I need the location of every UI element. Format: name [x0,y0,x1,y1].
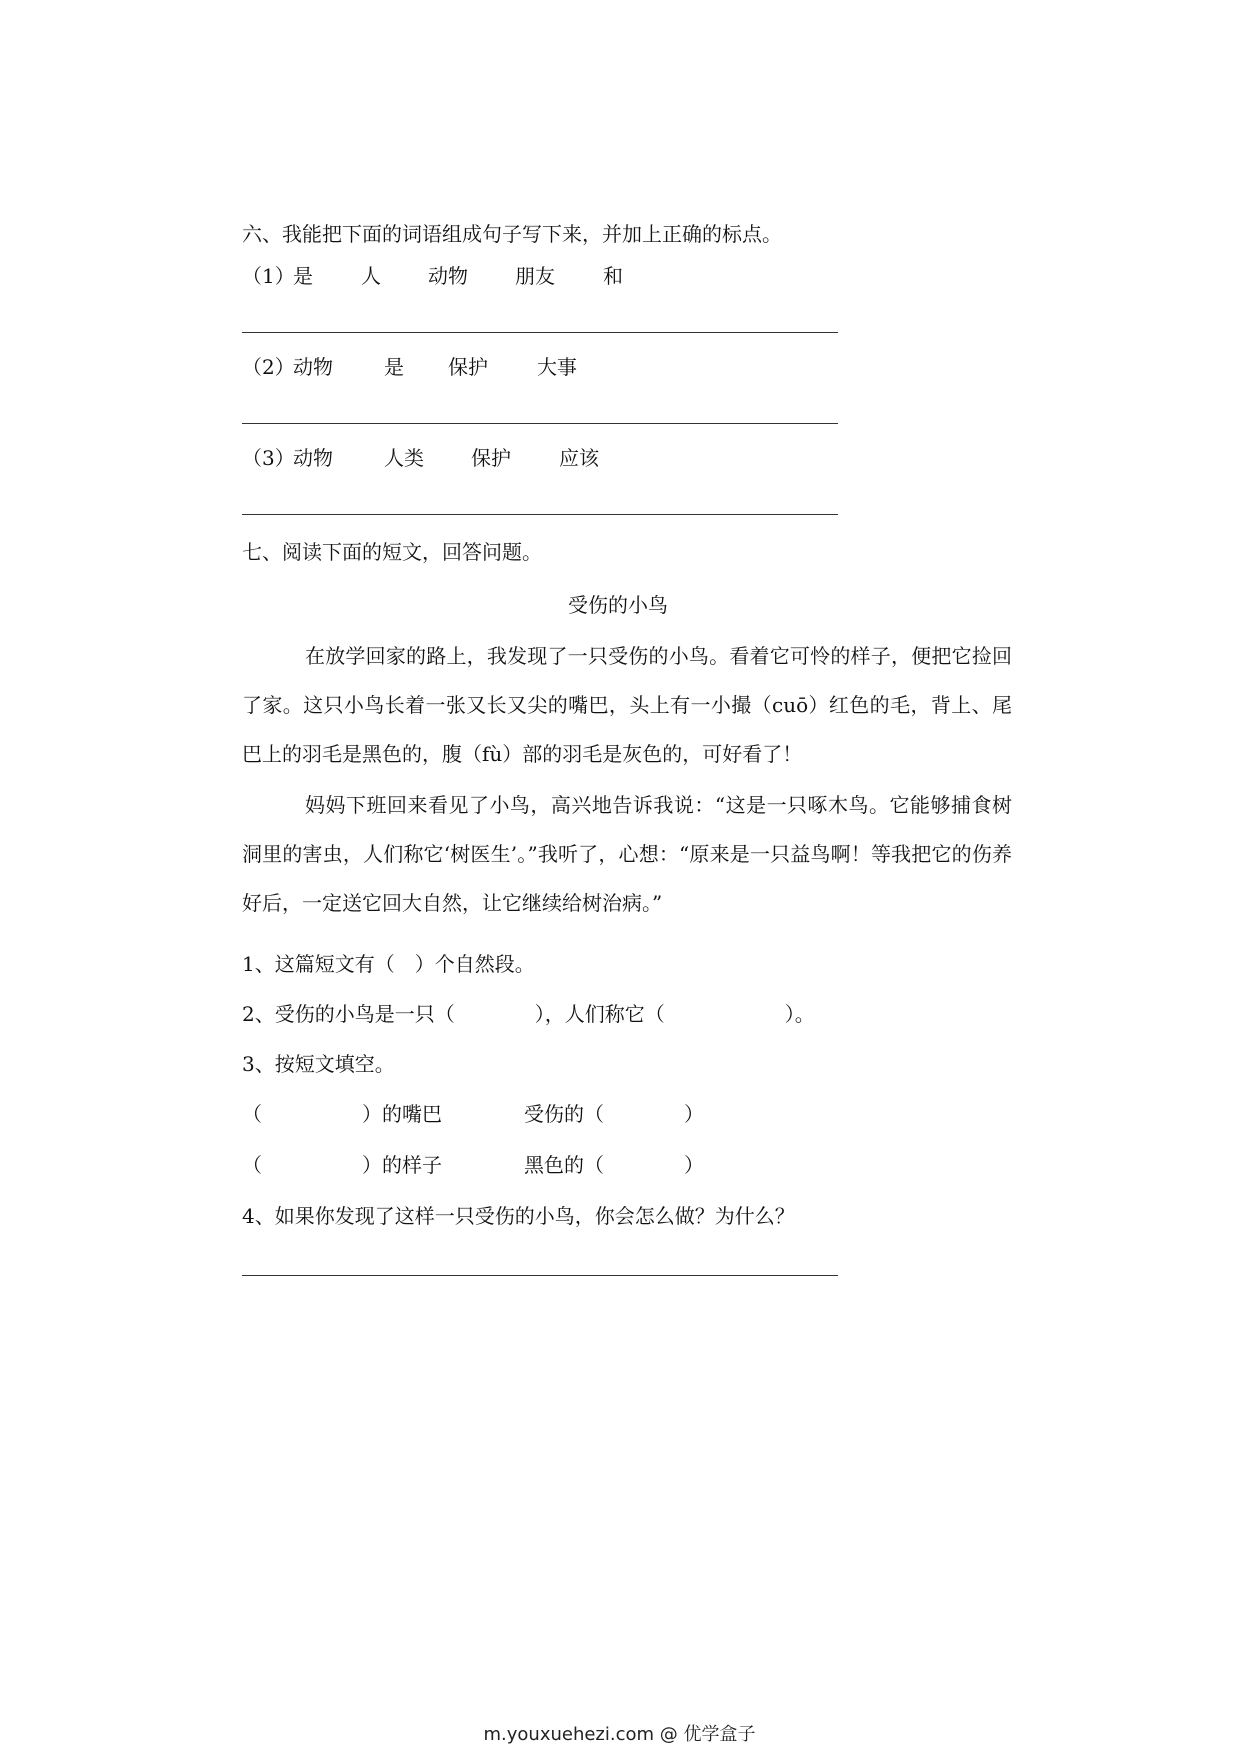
item-1-word: 是 [293,264,313,288]
fill-blank: （ ）的样子 [242,1153,442,1177]
item-3-word: 应该 [559,446,599,470]
item-1-number: （1） [242,264,295,288]
answer-line[interactable] [242,514,838,515]
item-1-word: 人 [361,264,381,288]
item-2-word: 是 [384,355,404,379]
item-2-word: 大事 [537,355,577,379]
item-2-word: 动物 [293,355,333,379]
passage-paragraph: 在放学回家的路上，我发现了一只受伤的小鸟。看着它可怜的样子，便把它捡回了家。这只小鸟长着一张又长又尖的嘴巴，头上有一小撮（cuō）红色的毛，背上、尾巴上的羽毛是黑色的，腹（fù）部的羽毛是灰色的，可好看了！ [242,644,1012,766]
question-2: 2、受伤的小鸟是一只（ ），人们称它（ ）。 [242,1002,815,1026]
item-1-word: 朋友 [515,264,555,288]
fill-blank: 黑色的（ ） [524,1153,704,1177]
section-7-heading: 七、阅读下面的短文，回答问题。 [242,540,542,564]
passage-title: 受伤的小鸟 [568,593,668,617]
item-2-word: 保护 [448,355,488,379]
item-1-word: 动物 [428,264,468,288]
item-1-word: 和 [603,264,623,288]
fill-blank: 受伤的（ ） [524,1102,704,1126]
fill-blank: （ ）的嘴巴 [242,1102,442,1126]
item-3-word: 人类 [384,446,424,470]
item-3-word: 动物 [293,446,333,470]
item-3-word: 保护 [471,446,511,470]
item-2-number: （2） [242,355,295,379]
answer-line[interactable] [242,1275,838,1276]
question-1: 1、这篇短文有（ ）个自然段。 [242,952,535,976]
item-3-number: （3） [242,446,295,470]
footer-watermark: m.youxuehezi.com @ 优学盒子 [483,1724,756,1745]
question-4: 4、如果你发现了这样一只受伤的小鸟，你会怎么做？为什么？ [242,1204,795,1228]
section-6-heading: 六、我能把下面的词语组成句子写下来，并加上正确的标点。 [242,222,782,246]
question-3: 3、按短文填空。 [242,1052,395,1076]
answer-line[interactable] [242,423,838,424]
passage-paragraph: 妈妈下班回来看见了小鸟，高兴地告诉我说：“这是一只啄木鸟。它能够捕食树洞里的害虫，人们称它‘树医生’。”我听了，心想：“原来是一只益鸟啊！等我把它的伤养好后，一定送它回大自然，让它继续给树治病。” [242,793,1012,915]
answer-line[interactable] [242,332,838,333]
